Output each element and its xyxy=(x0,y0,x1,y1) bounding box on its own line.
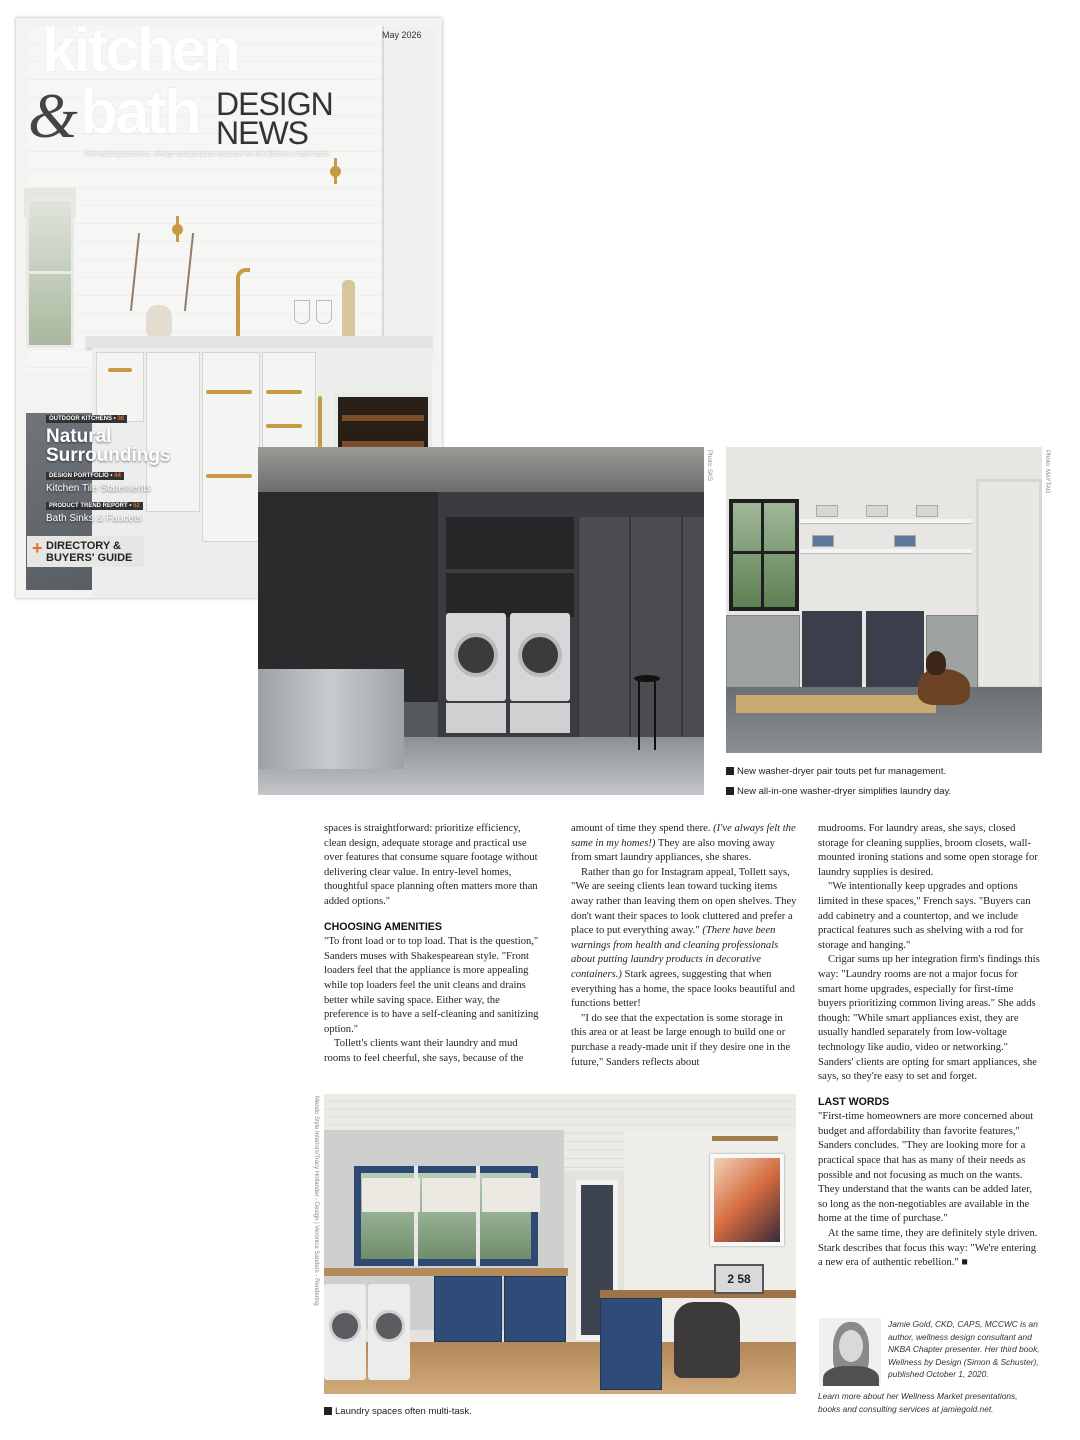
cover-directory-line2: BUYERS' GUIDE xyxy=(46,552,133,564)
cover-branches xyxy=(130,233,194,311)
caption-all-in-one: New all-in-one washer-dryer simplifies laundry day. xyxy=(726,786,951,797)
article-paragraph: spaces is straightforward: prioritize efficiency, clean design, adequate storage and practical use over features that consume square footage without delivering clear value. In entry-level homes, thoughtful space planning often matters more than added options." xyxy=(324,823,538,907)
dog-icon xyxy=(918,669,970,705)
cover-headline-surroundings: Surroundings xyxy=(46,445,171,466)
cover-drawer xyxy=(146,352,200,512)
photo-blue-laundry-office xyxy=(324,1094,796,1394)
cover-wine-glass xyxy=(294,300,310,324)
cover-drawer-pull xyxy=(266,390,302,394)
article-paragraph: At the same time, they are definitely style driven. Stark describes that focus this way: "We're entering a new era of authentic rebellion." ■ xyxy=(818,1228,1038,1269)
article-paragraph: "First-time homeowners are more concerned about budget and affordability than favorite features," Sanders concludes. "They are looking more for a practical space that has as many of their needs as possible and not focusing as much on the wants. They understand that the wants can be added later, so long as the non-negotiables are available in the home at the time of purchase." xyxy=(818,1111,1034,1225)
photo-dark-laundry-room xyxy=(258,447,704,795)
photo1-credit: Photo: SKS xyxy=(706,450,712,482)
laptop-clock: 2 58 xyxy=(714,1264,764,1294)
cover-directory-line1: DIRECTORY & xyxy=(46,540,121,552)
cover-sconce-right xyxy=(334,158,337,184)
author-more-info: Learn more about her Wellness Market presentations, books and consulting services at jamiegold.net. xyxy=(818,1391,1018,1414)
washer-icon xyxy=(324,1284,366,1380)
cover-drawer-pull xyxy=(206,390,252,394)
cover-headline-natural: Natural xyxy=(46,426,112,447)
article-paragraph: "To front load or to top load. That is the question," Sanders muses with Shakespearean style. "Front loaders feel that the appliance is more appealing while top loaders feel the unit cleans and drains better while saving space. Either way, the preference is to have a self-cleaning and sanitizing option." xyxy=(324,936,539,1035)
cover-logo-bath: bath xyxy=(80,78,199,147)
cover-logo-design: DESIGN xyxy=(216,86,333,122)
cover-vase xyxy=(146,305,172,337)
cover-tag-product-trend: PRODUCT TREND REPORT • 52 xyxy=(46,502,143,510)
cover-logo-news: NEWS xyxy=(216,115,308,151)
cover-tagline: The leading business, design and product resource for the kitchen & bath trade xyxy=(84,151,329,158)
author-avatar xyxy=(819,1318,881,1386)
subhead-last-words: LAST WORDS xyxy=(818,1095,890,1108)
article-paragraph: amount of time they spend there. (I've always felt the same in my homes!) They are also moving away from smart laundry appliances, she shares. xyxy=(571,823,796,864)
cover-logo-ampersand: & xyxy=(28,80,78,151)
cover-logo-kitchen: kitchen xyxy=(42,16,239,85)
article-paragraph: "I do see that the expectation is some storage in this area or at least be large enough to build one or purchase a ready-made unit if they desire one in the future," Sanders reflects about xyxy=(571,1012,791,1068)
article-paragraph: Tollett's clients want their laundry and mud rooms to feel cheerful, she says, because of the xyxy=(324,1038,524,1064)
photo2-credit: Photo: MAYTAG xyxy=(1044,450,1050,494)
washer-icon xyxy=(446,613,506,701)
article-paragraph: Crigar sums up her integration firm's findings this way: "Laundry rooms are not a major focus for smart home upgrades, especially for first-time buyers prioritizing common living areas." She adds though: "While smart appliances exist, they are usually handled separately from low-voltage technology like audio, video or networking." Sanders' clients are opting for smart appliances, she says, so they're easy to set and forget. xyxy=(818,954,1040,1083)
article-paragraph: mudrooms. For laundry areas, she says, closed storage for cleaning supplies, broom closets, wall-mounted ironing stations and some open storage for laundry supplies is desired. xyxy=(818,823,1038,878)
washer-icon xyxy=(368,1284,410,1380)
cover-countertop xyxy=(86,336,432,348)
cover-drawer xyxy=(202,352,260,542)
cover-tag-outdoor-kitchens: OUTDOOR KITCHENS • 36 xyxy=(46,415,127,423)
cover-headline-bath-sinks: Bath Sinks & Faucets xyxy=(46,513,142,524)
caption-pet-fur: New washer-dryer pair touts pet fur management. xyxy=(726,766,946,777)
article-paragraph: "We intentionally keep upgrades and options limited in these spaces," French says. "Buyers can add cabinetry and a countertop, and we include practical features such as shelving with a rod for storage and hanging." xyxy=(818,881,1031,951)
caption-multi-task: Laundry spaces often multi-task. xyxy=(324,1406,472,1417)
cover-tall-cabinet xyxy=(382,26,434,366)
cover-headline-kitchen-tile: Kitchen Tile Statements xyxy=(46,483,152,494)
plus-icon: + xyxy=(32,538,43,558)
dryer-icon xyxy=(510,613,570,701)
cover-brass-faucet xyxy=(236,268,250,338)
cover-drawer-pull xyxy=(206,474,252,478)
cover-drawer-pull xyxy=(108,368,132,372)
cover-date: May 2026 xyxy=(382,30,422,40)
author-bio: Jamie Gold, CKD, CAPS, MCCWC is an author, wellness design consultant and NKBA Chapter presenter. Her third book, Wellness by Design (Simon & Schuster), published October 1, 2020. xyxy=(888,1319,1040,1379)
article-column-2 xyxy=(571,822,797,1070)
cover-window xyxy=(26,198,74,348)
subhead-choosing-amenities: CHOOSING AMENITIES xyxy=(324,920,442,933)
photo-mudroom-with-dog xyxy=(726,447,1042,753)
cover-drawer-pull xyxy=(266,424,302,428)
office-chair xyxy=(674,1302,740,1378)
cover-tag-design-portfolio: DESIGN PORTFOLIO • 44 xyxy=(46,472,124,480)
photo3-credit: Mendo Style Interiors/Tracy Hollander - Design | Veronica Sanders - Rendering xyxy=(313,1096,319,1306)
cover-drawer xyxy=(96,352,144,422)
article-column-1 xyxy=(324,822,542,1067)
framed-art xyxy=(710,1154,784,1246)
article-column-3 xyxy=(818,822,1040,1271)
article-paragraph: Rather than go for Instagram appeal, Tollett says, "We are seeing clients lean toward tucking items away rather than leaving them on open shelves. They don't want their spaces to look cluttered and prefer a place to put everything away." (There have been warnings from health and cleaning professionals about putting laundry products in decorative containers.) Stark agrees, suggesting that when everything has a home, the space looks beautiful and functions better! xyxy=(571,866,797,1010)
cover-wine-glass xyxy=(316,300,332,324)
cover-wine-bottle xyxy=(342,280,355,342)
